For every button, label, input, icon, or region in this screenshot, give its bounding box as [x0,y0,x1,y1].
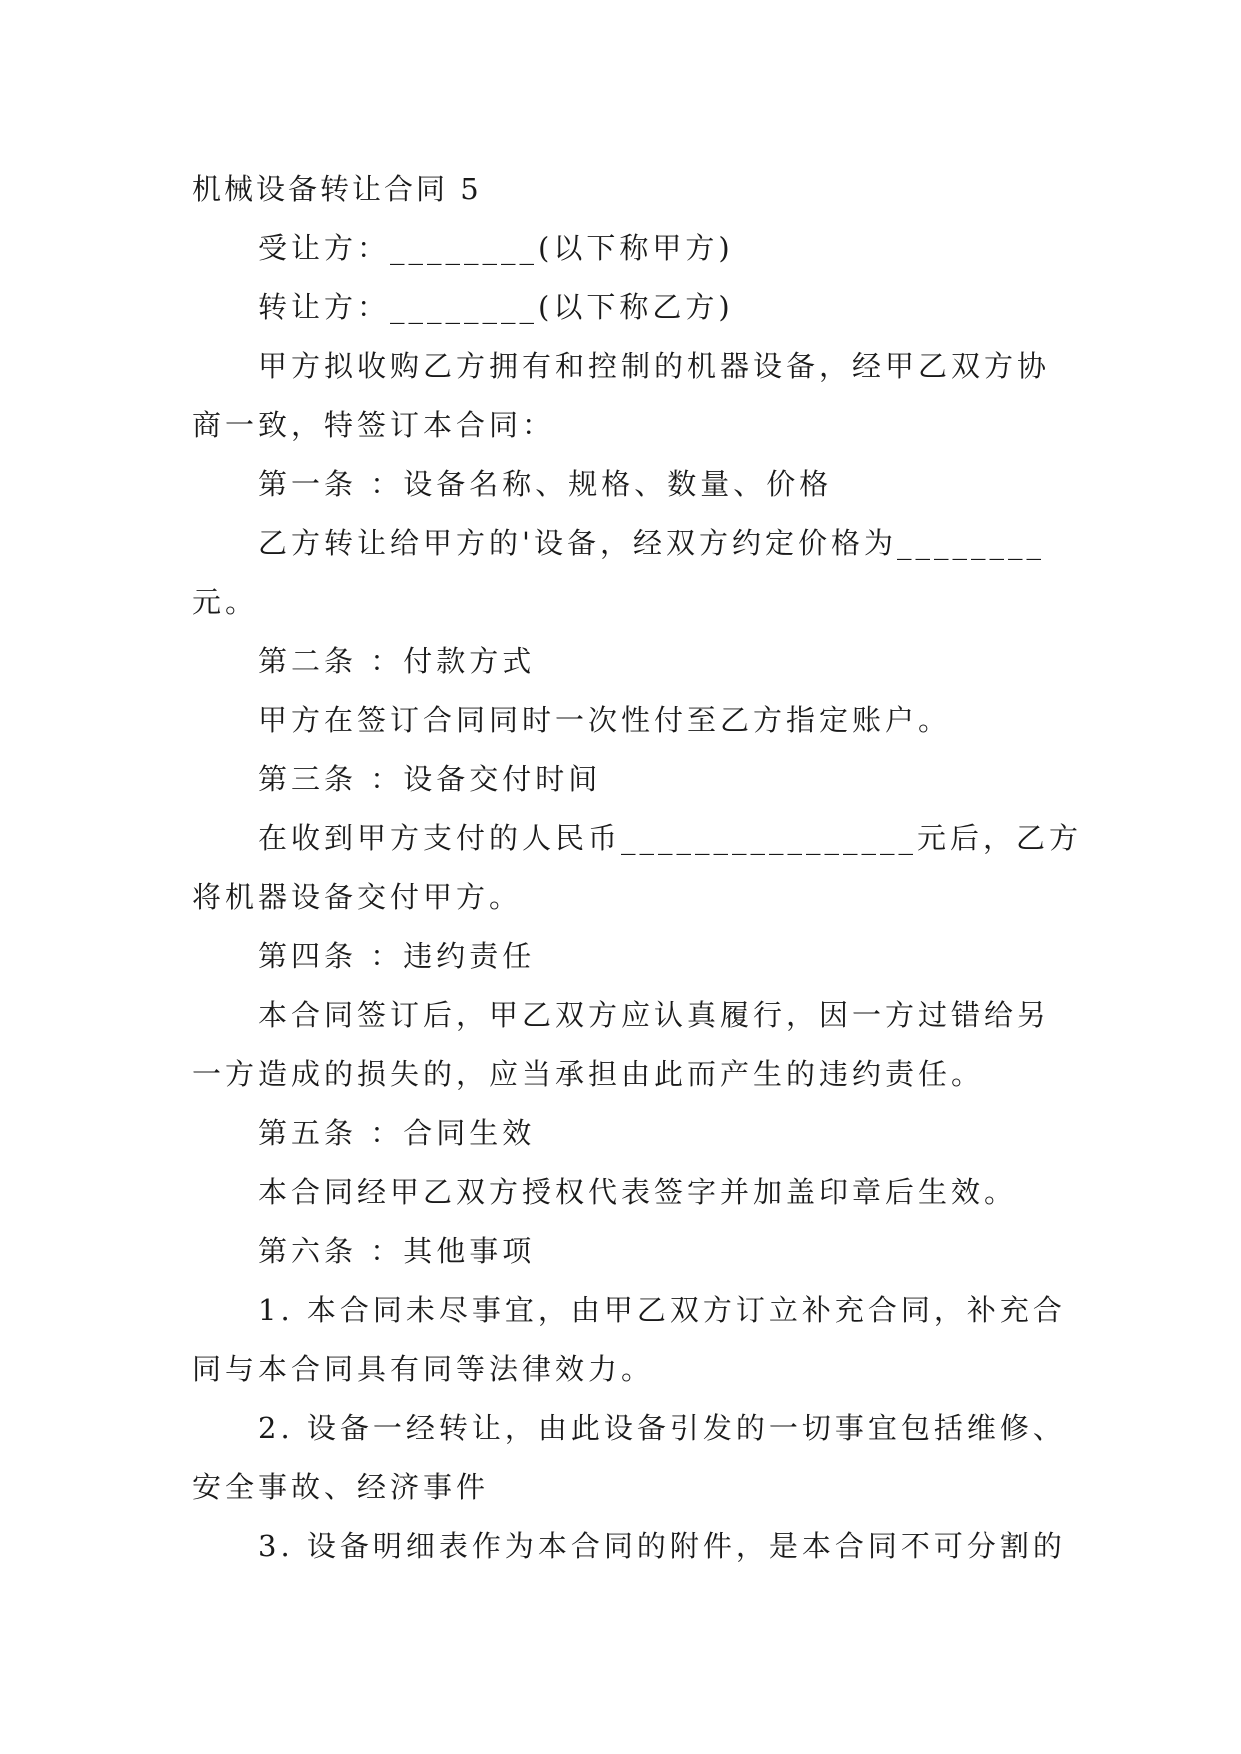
transferor-line: 转让方：________(以下称乙方) [258,290,734,324]
article-6-item-2-line-2: 安全事故、经济事件 [192,1470,490,1504]
article-2-heading: 第二条 ：付款方式 [258,644,536,678]
article-5-body: 本合同经甲乙双方授权代表签字并加盖印章后生效。 [258,1175,1018,1209]
preamble-line-1: 甲方拟收购乙方拥有和控制的机器设备，经甲乙双方协 [258,349,1051,383]
article-5-heading: 第五条 ：合同生效 [258,1116,536,1150]
article-6-item-2-line-1: 2. 设备一经转让，由此设备引发的一切事宜包括维修、 [258,1411,1066,1445]
article-6-item-3-line-1: 3. 设备明细表作为本合同的附件，是本合同不可分割的 [258,1529,1066,1563]
article-1-heading: 第一条 ：设备名称、规格、数量、价格 [258,467,833,501]
article-3-heading: 第三条 ：设备交付时间 [258,762,602,796]
article-2-body: 甲方在签订合同同时一次性付至乙方指定账户。 [258,703,952,737]
article-4-body-line-1: 本合同签订后，甲乙双方应认真履行，因一方过错给另 [258,998,1051,1032]
article-6-heading: 第六条 ：其他事项 [258,1234,536,1268]
article-1-body-line-1: 乙方转让给甲方的'设备，经双方约定价格为________ [258,526,1045,560]
article-6-item-1-line-1: 1. 本合同未尽事宜，由甲乙双方订立补充合同，补充合 [258,1293,1066,1327]
article-3-body-line-2: 将机器设备交付甲方。 [192,880,523,914]
article-1-body-line-2: 元。 [192,585,259,619]
article-4-body-line-2: 一方造成的损失的，应当承担由此而产生的违约责任。 [192,1057,985,1091]
document-title: 机械设备转让合同 5 [192,172,482,206]
article-4-heading: 第四条 ：违约责任 [258,939,536,973]
preamble-line-2: 商一致，特签订本合同： [192,408,556,442]
article-3-body-line-1: 在收到甲方支付的人民币________________元后，乙方 [258,821,1083,855]
article-6-item-1-line-2: 同与本合同具有同等法律效力。 [192,1352,655,1386]
document-page [192,160,1083,1576]
transferee-line: 受让方：________(以下称甲方) [258,231,734,265]
